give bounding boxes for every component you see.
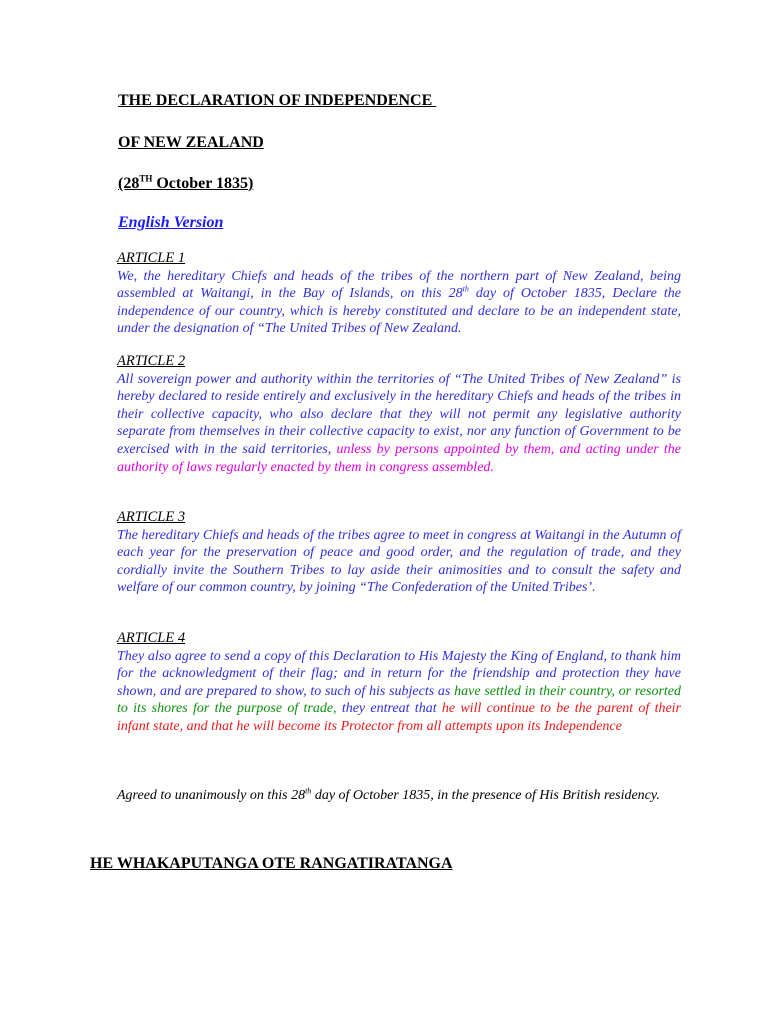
date-open: (28 — [118, 175, 140, 193]
article — [117, 630, 681, 736]
highlighted-text-magenta: unless by persons appointed by them, and acting under the authority of laws regularly enacted by them in congress assembled. — [117, 441, 681, 475]
ordinal-suffix: th — [462, 284, 469, 294]
highlighted-text-red: he will continue to be the parent of their infant state, and that he will become its Protector from all attempts upon its Independence — [117, 701, 682, 734]
title-line-1: THE DECLARATION OF INDEPENDENCE — [118, 92, 437, 109]
highlighted-text-green: have settled in their country, or resorted to its shores for the purpose of trade, — [117, 683, 682, 717]
article-text: All sovereign power and authority within the territories of “The United Tribes of New Zealand” is hereby declared to reside entirely and exclusively in the hereditary Chiefs and heads of the tribes in their collective capacity, who also declare that they will not permit any legislative authority separate from themselves in their collective capacity to exist, nor any function of Government to be exercised with in the said territories, — [117, 371, 681, 457]
date-ordinal: TH — [139, 174, 153, 184]
article — [117, 250, 681, 338]
date-rest: October 1835 — [152, 175, 249, 193]
document-date — [118, 174, 253, 193]
article-heading: ARTICLE 3 — [117, 509, 186, 525]
article-text: day of October 1835, Declare the independence of our country, which is hereby constituted and declare to be an independent state, under the designation of “The United Tribes of New Zealand. — [117, 286, 681, 337]
article-body — [117, 648, 681, 736]
agreement-ordinal: th — [305, 786, 312, 796]
maori-title: HE WHAKAPUTANGA OTE RANGATIRATANGA — [90, 855, 453, 872]
agreement-text-after: day of October 1835, in the presence of His British residency. — [311, 788, 660, 803]
article-body — [117, 371, 681, 477]
subtitle-english-version: English Version — [118, 214, 224, 231]
article-text: We, the hereditary Chiefs and heads of the tribes of the northern part of New Zealand, being assembled at Waitangi, in the Bay of Islands, on this 28 — [117, 268, 681, 302]
agreement-text-before: Agreed to unanimously on this 28 — [117, 788, 306, 803]
article-body — [117, 268, 681, 338]
article-text: They also agree to send a copy of this Declaration to His Majesty the King of England, to thank him for the acknowledgment of their flag; and in return for the friendship and protection they have shown, and are prepared to show, to such of his subjects as — [117, 648, 681, 699]
article-heading: ARTICLE 1 — [117, 250, 186, 266]
article-text: The hereditary Chiefs and heads of the tribes agree to meet in congress at Waitangi in the Autumn of each year for the preservation of peace and good order, and the regulation of trade, and they cordially invite the Southern Tribes to lay aside their animosities and to consult the safety and welfare of our common country, by joining “The Confederation of the United Tribes’. — [117, 527, 681, 596]
article-heading: ARTICLE 4 — [117, 630, 186, 646]
title-line-2: OF NEW ZEALAND — [118, 134, 264, 151]
article — [117, 509, 681, 597]
agreement-statement — [117, 786, 677, 805]
article-heading: ARTICLE 2 — [117, 353, 186, 369]
article — [117, 353, 681, 476]
article-body — [117, 527, 681, 597]
date-close: ) — [248, 175, 254, 193]
article-text: they entreat that — [336, 701, 442, 717]
